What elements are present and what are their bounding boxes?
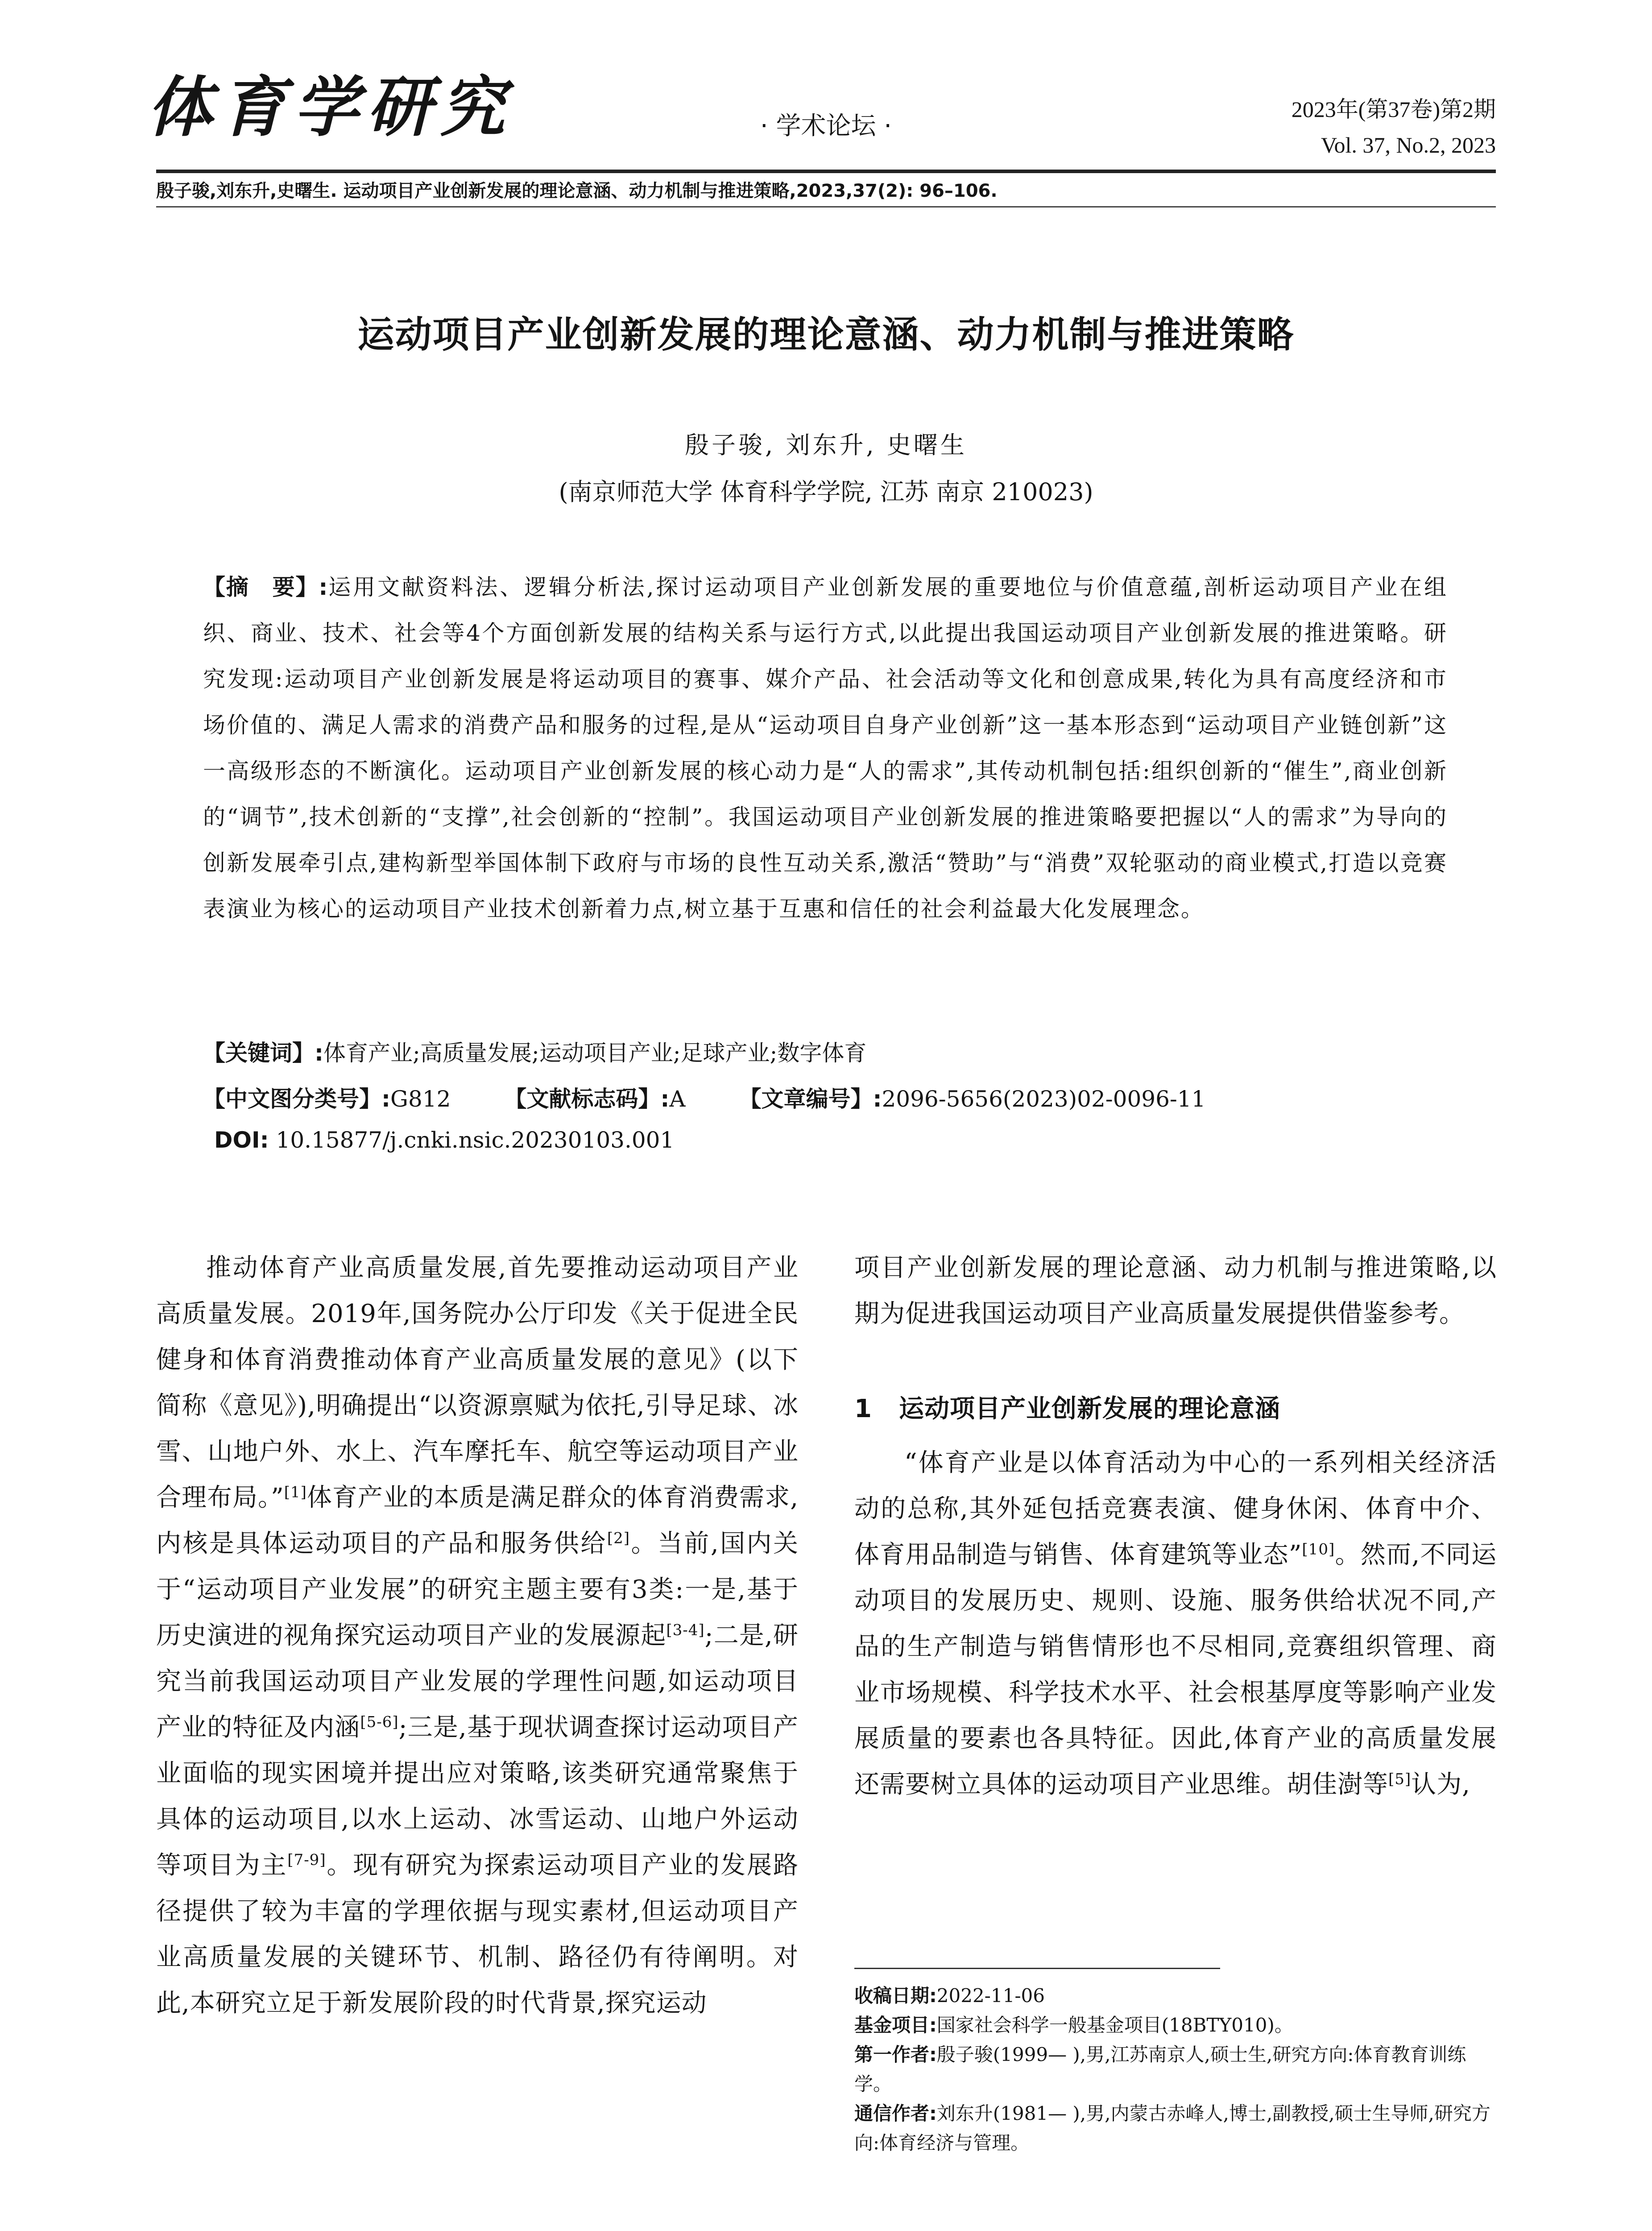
- keywords-text: 体育产业;高质量发展;运动项目产业;足球产业;数字体育: [323, 1040, 867, 1066]
- body-right-column: [854, 1245, 1497, 1808]
- article-number-value: 2096-5656(2023)02-0096-11: [882, 1086, 1206, 1112]
- citation-ref: [7-9]: [287, 1851, 326, 1869]
- footnote-received: 收稿日期:2022-11-06: [854, 1985, 1045, 2007]
- doi-value: 10.15877/j.cnki.nsic.20230103.001: [276, 1127, 675, 1153]
- column-label: · 学术论坛 ·: [760, 112, 892, 141]
- citation-ref: [1]: [284, 1483, 307, 1501]
- citation-ref: [5]: [1388, 1770, 1412, 1788]
- issue-en: Vol. 37, No.2, 2023: [1321, 133, 1496, 158]
- footnote-corresponding-author: 通信作者:刘东升(1981— ),男,内蒙古赤峰人,博士,副教授,硕士生导师,研究方向:体育经济与管理。: [854, 2102, 1491, 2154]
- issue-cn: 2023年(第37卷)第2期: [1291, 97, 1496, 122]
- footnote-fund: 基金项目:国家社会科学一般基金项目(18BTY010)。: [854, 2014, 1293, 2036]
- doc-code-label: 【文献标志码】:: [504, 1086, 670, 1112]
- footnote-rule: [854, 1968, 1220, 1969]
- body-left-column: [156, 1245, 799, 2026]
- body-paragraph: 推动体育产业高质量发展,首先要推动运动项目产业高质量发展。2019年,国务院办公厅印发《关于促进全民健身和体育消费推动体育产业高质量发展的意见》(以下简称《意见》),明确提出“以资源禀赋为依托,引导足球、冰雪、山地户外、水上、汽车摩托车、航空等运动项目产业合理布局。”[1]体育产业的本质是满足群众的体育消费需求,内核是具体运动项目的产品和服务供给[2]。当前,国内关于“运动项目产业发展”的研究主题主要有3类:一是,基于历史演进的视角探究运动项目产业的发展源起[3-4];二是,研究当前我国运动项目产业发展的学理性问题,如运动项目产业的特征及内涵[5-6];三是,基于现状调查探讨运动项目产业面临的现实困境并提出应对策略,该类研究通常聚焦于具体的运动项目,以水上运动、冰雪运动、山地户外运动等项目为主[7-9]。现有研究为探索运动项目产业的发展路径提供了较为丰富的学理依据与现实素材,但运动项目产业高质量发展的关键环节、机制、路径仍有待阐明。对此,本研究立足于新发展阶段的时代背景,探究运动: [156, 1253, 799, 2018]
- journal-logo: 体育学研究: [147, 69, 513, 145]
- section-title: 运动项目产业创新发展的理论意涵: [899, 1394, 1280, 1423]
- issue-info: [1292, 91, 1496, 163]
- citation-line: 殷子骏,刘东升,史曙生. 运动项目产业创新发展的理论意涵、动力机制与推进策略,2023,37(2): 96–106.: [156, 181, 998, 201]
- body-paragraph: 项目产业创新发展的理论意涵、动力机制与推进策略,以期为促进我国运动项目产业高质量发展提供借鉴参考。: [854, 1253, 1497, 1328]
- footnote-first-author: 第一作者:殷子骏(1999— ),男,江苏南京人,硕士生,研究方向:体育教育训练学。: [854, 2044, 1466, 2095]
- doc-code-value: A: [669, 1086, 686, 1112]
- clc-label: 【中文图分类号】:: [203, 1086, 390, 1112]
- citation-ref: [10]: [1302, 1540, 1335, 1559]
- section-heading: [854, 1386, 1497, 1432]
- citation-ref: [2]: [607, 1529, 630, 1547]
- clc-value: G812: [390, 1086, 451, 1112]
- abstract-text: 运用文献资料法、逻辑分析法,探讨运动项目产业创新发展的重要地位与价值意蕴,剖析运动项目产业在组织、商业、技术、社会等4个方面创新发展的结构关系与运行方式,以此提出我国运动项目产业创新发展的推进策略。研究发现:运动项目产业创新发展是将运动项目的赛事、媒介产品、社会活动等文化和创意成果,转化为具有高度经济和市场价值的、满足人需求的消费产品和服务的过程,是从“运动项目自身产业创新”这一基本形态到“运动项目产业链创新”这一高级形态的不断演化。运动项目产业创新发展的核心动力是“人的需求”,其传动机制包括:组织创新的“催生”,商业创新的“调节”,技术创新的“支撑”,社会创新的“控制”。我国运动项目产业创新发展的推进策略要把握以“人的需求”为导向的创新发展牵引点,建构新型举国体制下政府与市场的良性互动关系,激活“赞助”与“消费”双轮驱动的商业模式,打造以竞赛表演业为核心的运动项目产业技术创新着力点,树立基于互惠和信任的社会利益最大化发展理念。: [203, 574, 1448, 922]
- citation-rule: [156, 206, 1496, 207]
- section-number: 1: [854, 1394, 872, 1423]
- doi-line: [214, 1127, 674, 1153]
- article-authors: 殷子骏, 刘东升, 史曙生: [685, 431, 967, 459]
- keywords: [203, 1035, 866, 1067]
- citation-ref: [3-4]: [666, 1621, 705, 1639]
- header-rule: [156, 170, 1496, 173]
- article-number-label: 【文章编号】:: [739, 1086, 882, 1112]
- keywords-label: 【关键词】:: [203, 1040, 323, 1066]
- citation-ref: [5-6]: [360, 1713, 399, 1731]
- body-paragraph: “体育产业是以体育活动为中心的一系列相关经济活动的总称,其外延包括竞赛表演、健身休闲、体育中介、体育用品制造与销售、体育建筑等业态”[10]。然而,不同运动项目的发展历史、规则、设施、服务供给状况不同,产品的生产制造与销售情形也不尽相同,竞赛组织管理、商业市场规模、科学技术水平、社会根基厚度等影响产业发展质量的要素也各具特征。因此,体育产业的高质量发展还需要树立具体的运动项目产业思维。胡佳澍等[5]认为,: [854, 1448, 1497, 1799]
- footnotes: [854, 1981, 1497, 2158]
- doi-label: DOI:: [214, 1127, 269, 1153]
- abstract: [203, 564, 1448, 932]
- article-title: 运动项目产业创新发展的理论意涵、动力机制与推进策略: [357, 314, 1295, 356]
- classification-line: [203, 1081, 1205, 1113]
- author-affiliation: (南京师范大学 体育科学学院, 江苏 南京 210023): [559, 478, 1093, 506]
- abstract-label: 【摘 要】:: [203, 574, 328, 600]
